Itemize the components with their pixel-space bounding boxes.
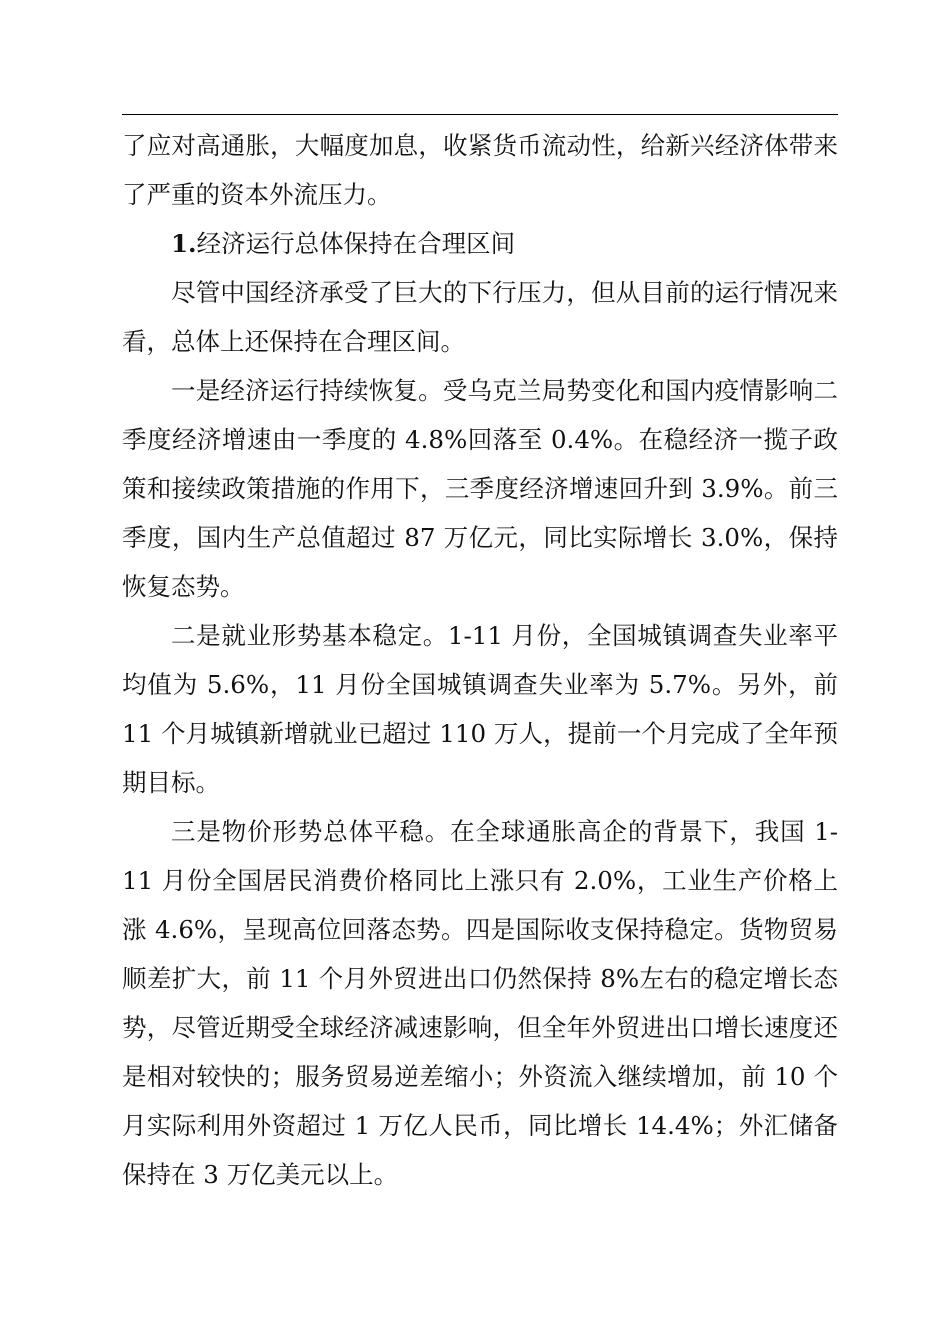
section-heading-number: 1.: [171, 229, 197, 258]
paragraph-prices: 三是物价形势总体平稳。在全球通胀高企的背景下，我国 1-11 月份全国居民消费价格同比上涨只有 2.0%，工业生产价格上涨 4.6%，呈现高位回落态势。四是国际收支保持稳定。货物贸易顺差扩大，前 11 个月外贸进出口仍然保持 8%左右的稳定增长态势，尽管近期受全球经济减速影响，但全年外贸进出口增长速度还是相对较快的；服务贸易逆差缩小；外资流入继续增加，前 10 个月实际利用外资超过 1 万亿人民币，同比增长 14.4%；外汇储备保持在 3 万亿美元以上。: [122, 817, 838, 1189]
section-heading: [122, 219, 838, 268]
document-body: [122, 121, 838, 1199]
header-rule: [122, 114, 838, 115]
paragraph-economy: 一是经济运行持续恢复。受乌克兰局势变化和国内疫情影响二季度经济增速由一季度的 4.8%回落至 0.4%。在稳经济一揽子政策和接续政策措施的作用下，三季度经济增速回升到 3.9%。前三季度，国内生产总值超过 87 万亿元，同比实际增长 3.0%，保持恢复态势。: [122, 376, 838, 601]
section-heading-text: 经济运行总体保持在合理区间: [196, 229, 516, 258]
paragraph-continued: 了应对高通胀，大幅度加息，收紧货币流动性，给新兴经济体带来了严重的资本外流压力。: [122, 131, 838, 209]
paragraph-employment: 二是就业形势基本稳定。1-11 月份，全国城镇调查失业率平均值为 5.6%，11 月份全国城镇调查失业率为 5.7%。另外，前 11 个月城镇新增就业已超过 110 万人，提前一个月完成了全年预期目标。: [122, 621, 838, 797]
paragraph-intro: 尽管中国经济承受了巨大的下行压力，但从目前的运行情况来看，总体上还保持在合理区间。: [122, 278, 838, 356]
